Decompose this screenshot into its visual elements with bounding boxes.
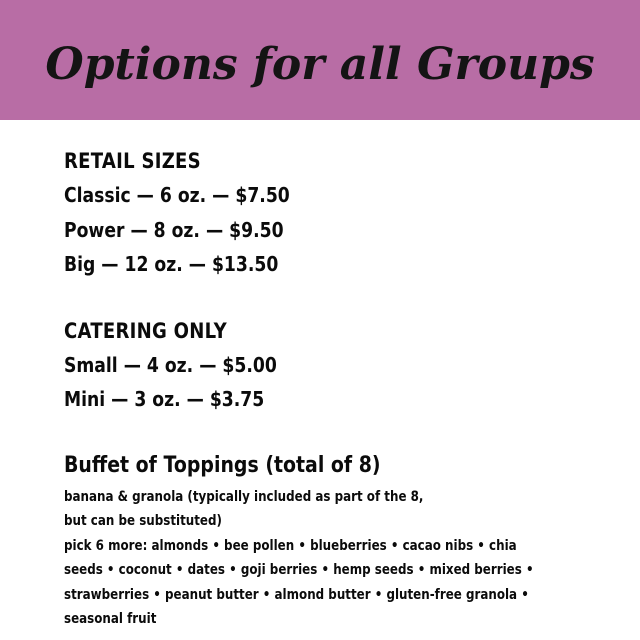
retail-item-power: Power — 8 oz. — $9.50 <box>64 217 284 242</box>
retail-item-classic: Classic — 6 oz. — $7.50 <box>64 183 290 207</box>
catering-only-section <box>64 316 624 417</box>
toppings-heading: Buffet of Toppings (total of 8) <box>64 452 381 478</box>
catering-item-mini: Mini — 3 oz. — $3.75 <box>64 387 265 411</box>
toppings-line: pick 6 more: almonds • bee pollen • blueberries • cacao nibs • chia <box>64 537 517 554</box>
toppings-line: but can be substituted) <box>64 513 222 529</box>
toppings-line: seeds • coconut • dates • goji berries • hemp seeds • mixed berries • <box>64 562 534 578</box>
toppings-line: strawberries • peanut butter • almond butter • gluten-free granola • <box>64 586 529 603</box>
catering-item-small: Small — 4 oz. — $5.00 <box>64 352 277 377</box>
toppings-line: seasonal fruit <box>64 611 157 627</box>
toppings-line: banana & granola (typically included as part of the 8, <box>64 488 424 505</box>
catering-only-heading: CATERING ONLY <box>64 318 227 343</box>
header-banner <box>0 0 640 120</box>
toppings-section <box>64 451 624 632</box>
page-title: Options for all Groups <box>45 38 595 90</box>
retail-sizes-heading: RETAIL SIZES <box>64 149 201 173</box>
retail-sizes-section <box>64 146 624 282</box>
menu-content <box>64 146 624 632</box>
retail-item-big: Big — 12 oz. — $13.50 <box>64 252 279 276</box>
